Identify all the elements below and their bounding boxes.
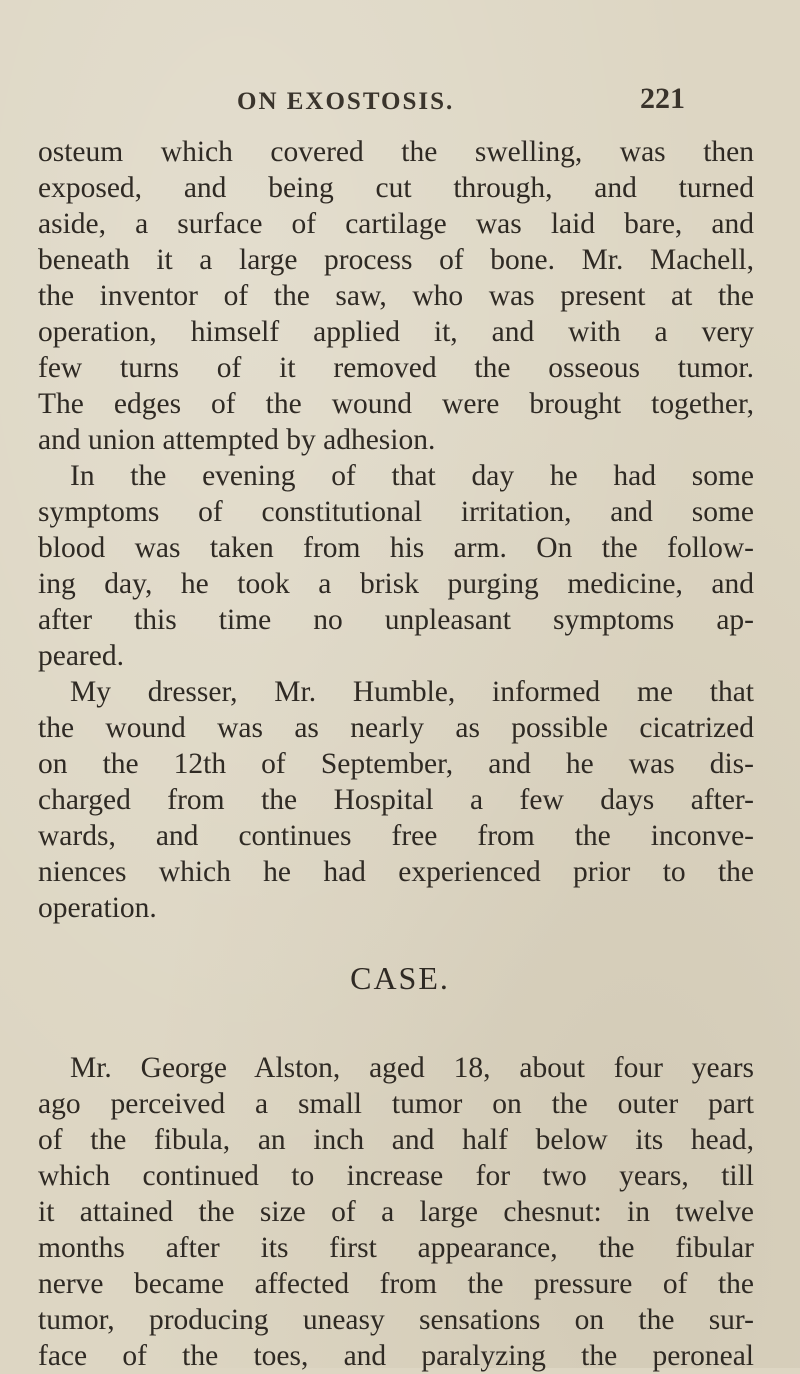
text-line: niences which he had experienced prior to the	[38, 856, 754, 888]
text-line: months after its first appearance, the fibular	[38, 1232, 754, 1264]
text-line: Mr. George Alston, aged 18, about four years	[70, 1052, 754, 1084]
text-line: blood was taken from his arm. On the follow-	[38, 532, 754, 564]
text-line: operation.	[38, 892, 157, 924]
text-line: symptoms of constitutional irritation, and some	[38, 496, 754, 528]
text-line: exposed, and being cut through, and turned	[38, 172, 754, 204]
text-line: osteum which covered the swelling, was then	[38, 136, 754, 168]
text-line: after this time no unpleasant symptoms ap-	[38, 604, 754, 636]
text-line: the inventor of the saw, who was present at the	[38, 280, 754, 312]
text-line: In the evening of that day he had some	[70, 460, 754, 492]
text-line: charged from the Hospital a few days after-	[38, 784, 754, 816]
text-line: My dresser, Mr. Humble, informed me that	[70, 676, 754, 708]
text-line: operation, himself applied it, and with a very	[38, 316, 754, 348]
text-line: The edges of the wound were brought together,	[38, 388, 754, 420]
text-line: wards, and continues free from the inconve-	[38, 820, 754, 852]
running-title: ON EXOSTOSIS.	[237, 88, 455, 115]
running-head	[0, 82, 800, 128]
text-line: tumor, producing uneasy sensations on the sur-	[38, 1304, 754, 1336]
text-line: on the 12th of September, and he was dis-	[38, 748, 754, 780]
text-line: ago perceived a small tumor on the outer part	[38, 1088, 754, 1120]
text-line: few turns of it removed the osseous tumor.	[38, 352, 754, 384]
text-line: it attained the size of a large chesnut: in twelve	[38, 1196, 754, 1228]
text-line: of the fibula, an inch and half below its head,	[38, 1124, 754, 1156]
text-line: the wound was as nearly as possible cicatrized	[38, 712, 754, 744]
text-line: beneath it a large process of bone. Mr. Machell,	[38, 244, 754, 276]
text-line: peared.	[38, 640, 124, 672]
text-line: and union attempted by adhesion.	[38, 424, 436, 456]
page-number: 221	[640, 82, 685, 115]
text-line: face of the toes, and paralyzing the peroneal	[38, 1340, 754, 1372]
text-line: aside, a surface of cartilage was laid bare, and	[38, 208, 754, 240]
text-line: which continued to increase for two years, till	[38, 1160, 754, 1192]
section-heading: CASE.	[350, 960, 450, 996]
text-line: ing day, he took a brisk purging medicine, and	[38, 568, 754, 600]
text-line: nerve became affected from the pressure of the	[38, 1268, 754, 1300]
